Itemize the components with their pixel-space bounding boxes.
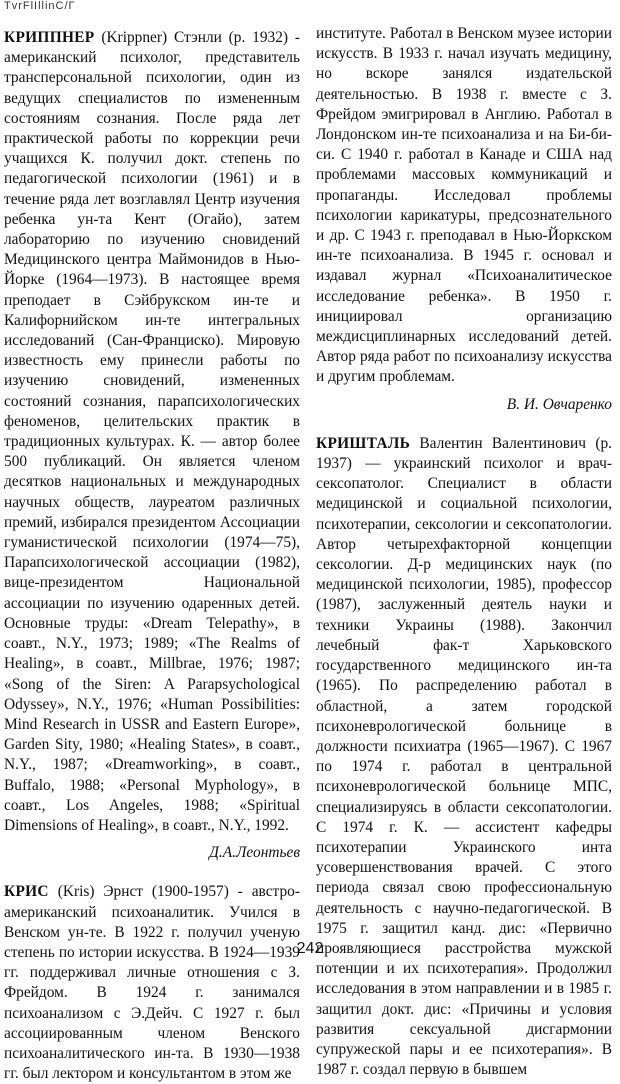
entry-kryshtal-text: Валентин Валентинович (р. 1937) — украинский психолог и врач-сексопатолог. Специалист в области медицинской и социальной психологии, психотерапии, сексологии и сексопатологии. Автор четырехфакторной концепции сексологии. Д-р медицинских наук (по медицинской психологии, 1985), профессор (1987), заслуженный деятель науки и техники Украины (1988). Закончил лечебный фак-т Харьковского государственного медицинского ин-та (1965). По распределению работал в областной, а затем городской психоневрологической больнице в должности психиатра (1965—1967). С 1967 по 1974 г. работал в центральной психоневрологической больнице МПС, специализируясь в области сексопатологии. С 1974 г. К. — ассистент кафедры психотерапии Украинского инта усовершенствования врачей. С этого периода связал свою профессиональную деятельность с научно-педагогической. В 1975 г. защитил канд. дис: «Первично проявляющиеся расстройства мужской потенции и их психотерапия». Продолжил исследования в этом направлении и в 1985 г. защитил докт. дис: «Причины и условия развития сексуальной дисгармонии супружеской пары и ее психотерапия». В 1987 г. создал первую в бывшем [316, 434, 612, 1079]
left-column [4, 28, 300, 1084]
entry-kris-text-part1: (Kris) Эрнст (1900-1957) - австро-американский психоаналитик. Учился в Венском ун-те. В 1922 г. получил ученую степень по истории искусства. В 1924—1939 гг. поддерживал личные отношения с З. Фрейдом. В 1924 г. занимался психоанализом с Э.Дейч. С 1927 г. был ассоциированным членом Венского психоаналитического ин-та. В 1930—1938 гг. был лектором и консультантом в этом же [4, 883, 300, 1083]
headword-krippner: КРИППНЕР [4, 29, 95, 46]
entry-kryshtal [316, 434, 612, 1081]
entry-krippner [4, 28, 300, 836]
author-signature-krippner: Д.А.Леонтьев [209, 844, 300, 862]
entry-kris [4, 882, 300, 1084]
author-signature-kris: В. И. Овчаренко [506, 395, 612, 413]
page-number: 242 [296, 940, 324, 957]
entry-kris-continued [316, 24, 612, 388]
headword-kryshtal: КРИШТАЛЬ [316, 434, 411, 452]
headword-kris: КРИС [4, 883, 49, 901]
entry-kris-text-part2: институте. Работал в Венском музее истории искусств. В 1933 г. начал изучать медицину, но вскоре занялся издательской деятельностью. В 1938 г. вместе с З. Фрейдом эмигрировал в Англию. Работал в Лондонском ин-те психоанализа и на Би-би-си. С 1940 г. работал в Канаде и США над проблемами массовых коммуникаций и пропаганды. Исследовал проблемы психологии карикатуры, предсознательного и др. С 1943 г. преподавал в Нью-Йоркском ин-те психоанализа. В 1945 г. основал и издавал журнал «Психоаналитическое исследование ребенка». В 1950 г. инициировал организацию междисциплинарных исследований детей. Автор ряда работ по психоанализу искусства и другим проблемам. [316, 25, 612, 386]
running-head: TvrFlIllinC/Г [4, 0, 76, 12]
entry-krippner-text: (Krippner) Стэнли (р. 1932) - американский психолог, представитель трансперсональной психологии, один из ведущих специалистов по измененным состояниям сознания. После ряда лет практической работы по коррекции речи учащихся К. получил докт. степень по педагогической психологии (1961) и в течение ряда лет возглавлял Центр изучения ребенка ун-та Кент (Огайо), затем лабораторию по изучению сновидений Медицинского центра Маймонидов в Нью-Йорке (1964—1973). В настоящее время преподает в Сэйбрукском ин-те и Калифорнийском ин-те интегральных исследований (Сан-Франциско). Мировую известность ему принесли работы по изучению сновидений, измененных состояний сознания, парапсихологических феноменов, целительских практик в традиционных культурах. К. — автор более 500 публикаций. Он является членом десятков национальных и международных научных обществ, лауреатом различных премий, избирался президентом Ассоциации гуманистической психологии (1974—75), Парапсихологической ассоциации (1982), вице-президентом Национальной ассоциации по изучению одаренных детей. Основные труды: «Dream Telepathy», в соавт., N.Y., 1973; 1989; «The Realms of Healing», в соавт., Millbrae, 1976; 1987; «Song of the Siren: A Parapsychological Odyssey», N.Y., 1976; «Human Possibilities: Mind Research in USSR and Eastern Europe», Garden Sity, 1980; «Healing States», в соавт., N.Y., 1987; «Dreamworking», в соавт., Buffalo, 1988; «Personal Myphology», в соавт., Los Angeles, 1988; «Spiritual Dimensions of Healing», в соавт., N.Y., 1992. [4, 29, 300, 834]
right-column [316, 24, 612, 1080]
